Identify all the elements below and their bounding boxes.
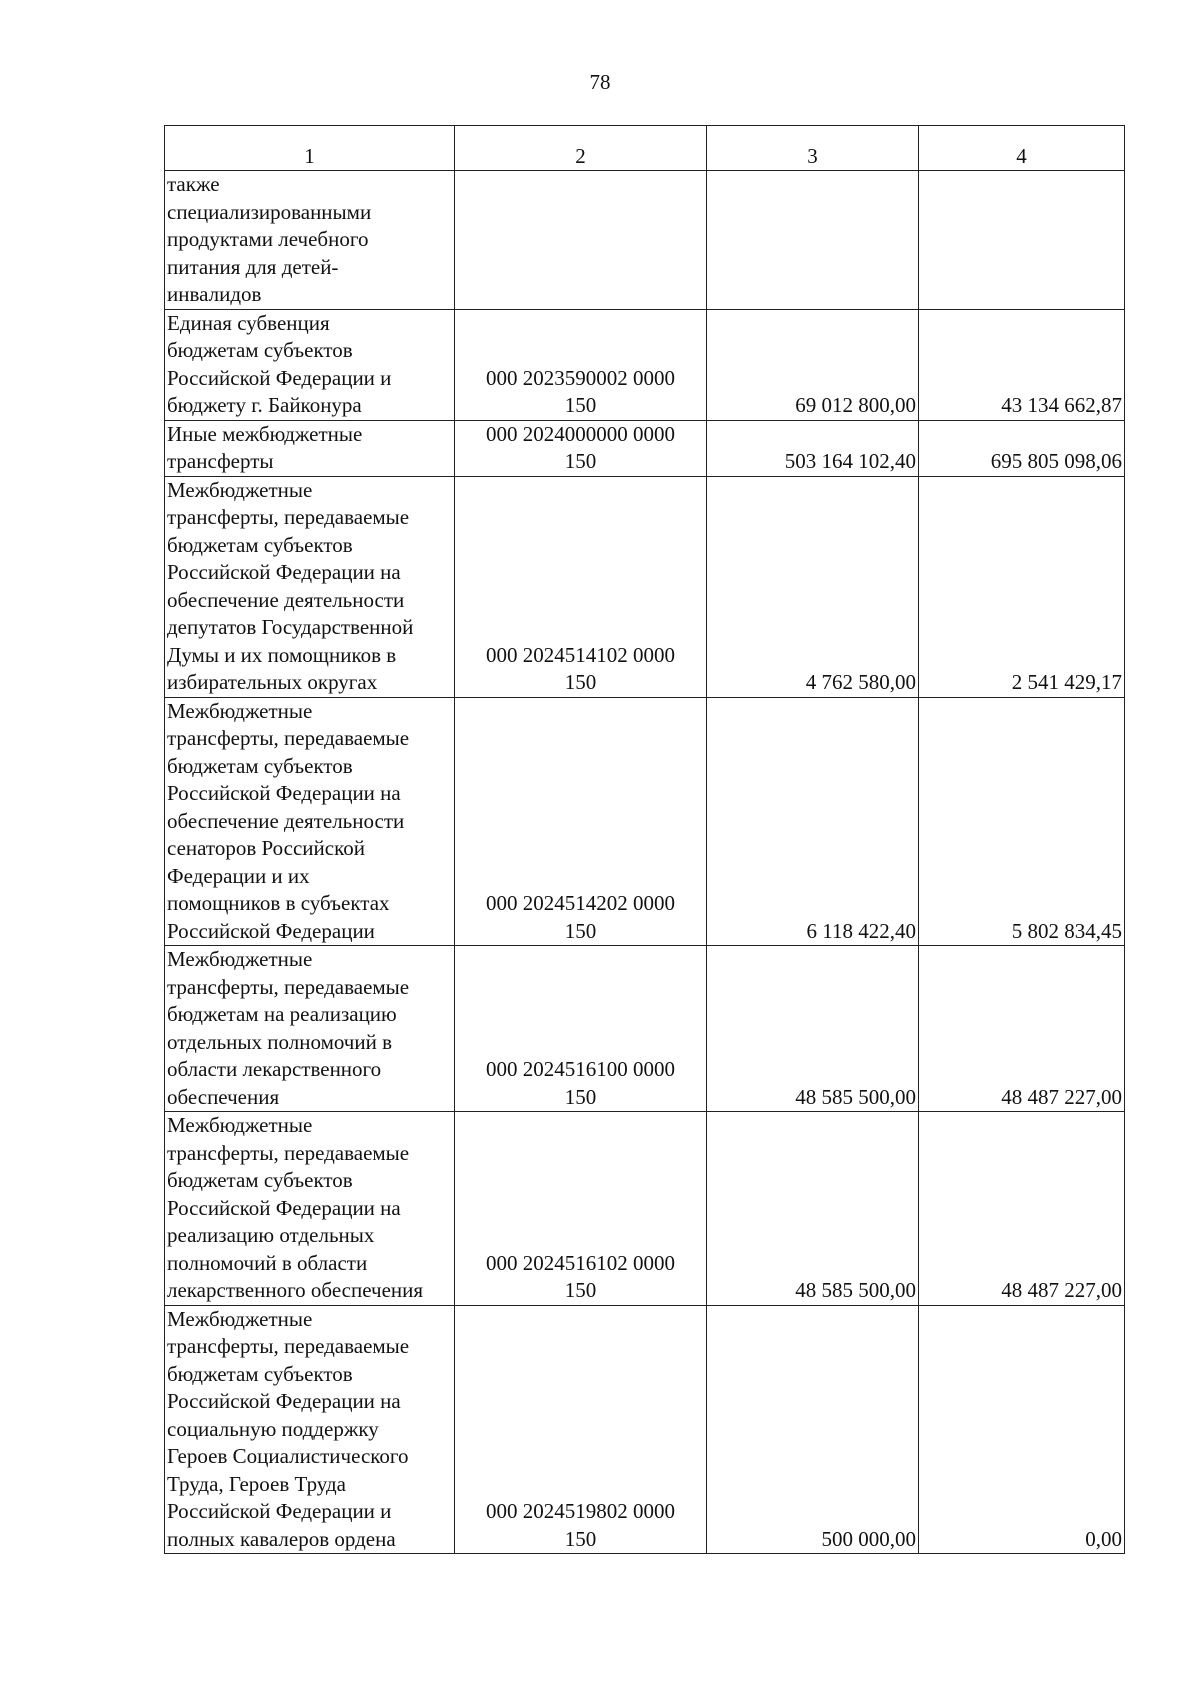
row-plan: 48 585 500,00: [707, 946, 919, 1112]
row-actual: 48 487 227,00: [919, 1112, 1125, 1306]
row-name: также специализированными продуктами лечебного питания для детей- инвалидов: [165, 171, 455, 310]
row-code: 000 2024000000 0000 150: [455, 420, 707, 476]
row-plan: [707, 171, 919, 310]
row-plan: 503 164 102,40: [707, 420, 919, 476]
table-row: [165, 946, 1125, 1112]
row-actual: 5 802 834,45: [919, 697, 1125, 946]
table-row: [165, 171, 1125, 310]
table-row: [165, 309, 1125, 420]
row-name: Межбюджетные трансферты, передаваемые бюджетам субъектов Российской Федерации на обеспечение деятельности депутатов Государственной Думы и их помощников в избирательных округах: [165, 476, 455, 697]
row-name: Межбюджетные трансферты, передаваемые бюджетам субъектов Российской Федерации на реализацию отдельных полномочий в области лекарственного обеспечения: [165, 1112, 455, 1306]
row-name: Иные межбюджетные трансферты: [165, 420, 455, 476]
row-name: Межбюджетные трансферты, передаваемые бюджетам субъектов Российской Федерации на обеспечение деятельности сенаторов Российской Федерации и их помощников в субъектах Российской Федерации: [165, 697, 455, 946]
header-col-2: 2: [455, 126, 707, 171]
budget-table: [164, 125, 1125, 1554]
header-col-1: 1: [165, 126, 455, 171]
table-row: [165, 1305, 1125, 1554]
row-actual: 43 134 662,87: [919, 309, 1125, 420]
page-number: 78: [589, 70, 611, 94]
row-code: 000 2023590002 0000 150: [455, 309, 707, 420]
row-actual: 2 541 429,17: [919, 476, 1125, 697]
row-actual: 48 487 227,00: [919, 946, 1125, 1112]
row-actual: 0,00: [919, 1305, 1125, 1554]
row-code: 000 2024516100 0000 150: [455, 946, 707, 1112]
row-code: 000 2024514202 0000 150: [455, 697, 707, 946]
header-col-3: 3: [707, 126, 919, 171]
row-plan: 69 012 800,00: [707, 309, 919, 420]
row-plan: 500 000,00: [707, 1305, 919, 1554]
row-actual: 695 805 098,06: [919, 420, 1125, 476]
row-actual: [919, 171, 1125, 310]
row-plan: 6 118 422,40: [707, 697, 919, 946]
row-code: 000 2024519802 0000 150: [455, 1305, 707, 1554]
row-name: Единая субвенция бюджетам субъектов Российской Федерации и бюджету г. Байконура: [165, 309, 455, 420]
table-row: [165, 1112, 1125, 1306]
row-code: 000 2024514102 0000 150: [455, 476, 707, 697]
row-plan: 4 762 580,00: [707, 476, 919, 697]
row-plan: 48 585 500,00: [707, 1112, 919, 1306]
header-col-4: 4: [919, 126, 1125, 171]
header-row: [165, 126, 1125, 171]
row-code: [455, 171, 707, 310]
row-name: Межбюджетные трансферты, передаваемые бюджетам на реализацию отдельных полномочий в области лекарственного обеспечения: [165, 946, 455, 1112]
row-name: Межбюджетные трансферты, передаваемые бюджетам субъектов Российской Федерации на социальную поддержку Героев Социалистического Труда, Героев Труда Российской Федерации и полных кавалеров ордена: [165, 1305, 455, 1554]
table-row: [165, 420, 1125, 476]
table-row: [165, 476, 1125, 697]
row-code: 000 2024516102 0000 150: [455, 1112, 707, 1306]
table-row: [165, 697, 1125, 946]
